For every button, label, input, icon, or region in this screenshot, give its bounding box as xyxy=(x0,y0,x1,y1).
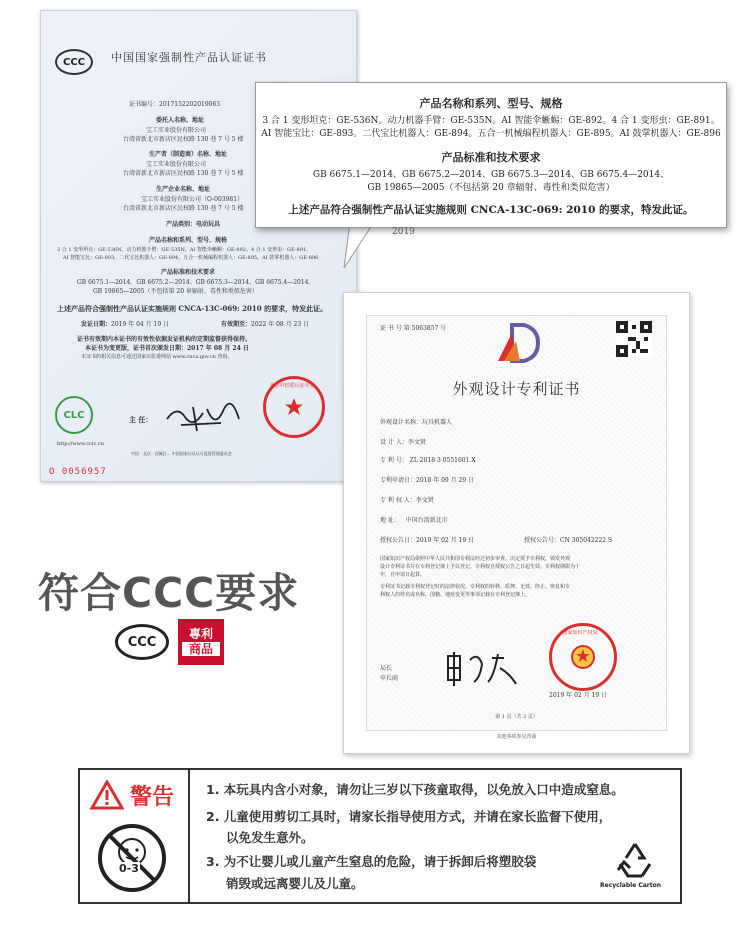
design-name xyxy=(380,417,452,426)
conclusion: 上述产品符合强制性产品认证实施规则 CNCA-13C-069: 2010 的要求，特发此证。 xyxy=(57,304,328,313)
factory-label: 生产企业名称、地址 xyxy=(156,186,211,193)
warning-box xyxy=(78,768,682,904)
cnipa-logo-icon xyxy=(494,321,542,365)
valid-label: 有效期至： xyxy=(221,321,252,328)
callout-standard-heading: 产品标准和技术要求 xyxy=(441,151,541,165)
stamp-text: 北京中轻联认证中心 xyxy=(269,383,315,389)
standard-line2: GB 19865—2005（不包括第 20 章辐射、毒性和类似危害） xyxy=(93,288,258,295)
filing-date xyxy=(380,475,474,484)
cert-no-label: 证书编号： xyxy=(129,101,160,108)
manufacturer-label: 生产者（制造商）名称、地址 xyxy=(149,151,228,158)
note-3: 本证书的相关信息可通过国家认监委网站 www.cnca.gov.cn 查询。 xyxy=(81,354,233,360)
warning-triangle-icon xyxy=(90,780,124,810)
clc-logo-text: CLC xyxy=(63,409,85,421)
issue-value: 2019 年 04 月 19 日 xyxy=(111,321,170,328)
note-1: 证书有效期内本证书的有效性依据发证机构的定期监督获得保持。 xyxy=(77,336,252,343)
patent-director-label: 局长 xyxy=(380,665,393,672)
patent-page: 第 1 页（共 2 页） xyxy=(495,714,538,720)
ccc-compliance-heading: 符合CCC要求 xyxy=(38,569,300,617)
applicant-label: 委托人名称、地址 xyxy=(156,117,205,124)
ccc-logo xyxy=(55,49,93,75)
design-name-label: 外观设计名称： xyxy=(380,419,423,426)
ccc-logo-text: CCC xyxy=(62,56,86,68)
patent-owner xyxy=(380,495,434,504)
patent-signature xyxy=(444,648,524,688)
patent-cert-no xyxy=(380,323,446,332)
product-line2: AI 智能宝比：GE-893。二代宝比机器人：GE-894。五合一机械编程机器人：GE-895。AI 鼓掌机器人：GE-896 xyxy=(63,255,319,261)
ccc-certificate xyxy=(40,10,357,482)
cert-footer: 中国 · 北京 · 西城区... 中国国家认证认可监督管理委员会 xyxy=(131,451,232,456)
product-category: 产品类别：电动玩具 xyxy=(166,221,221,228)
director-label: 主 任： xyxy=(129,415,153,424)
warning-item-1: 1. 本玩具内含小对象，请勿让三岁以下孩童取得，以免放入口中造成窒息。 xyxy=(206,782,624,797)
website: http://www.ccic.cn xyxy=(57,441,104,447)
callout-standard-line2: GB 19865—2005（不包括第 20 章辐射、毒性和类似危害） xyxy=(367,183,615,194)
issue-date xyxy=(81,321,169,329)
patent-no-value: ZL 2018 3 0551601.X xyxy=(409,457,476,464)
patent-badge-line2: 商品 xyxy=(182,642,220,656)
issue-label: 发证日期： xyxy=(81,321,112,328)
patent-no xyxy=(380,455,476,464)
recycle-icon xyxy=(614,840,656,880)
director-signature xyxy=(163,399,243,435)
applicant-name: 宝工实业股份有限公司 xyxy=(146,127,207,134)
auth-no xyxy=(524,535,612,544)
age-label: 0-3 xyxy=(119,862,139,875)
patent-no-label: 专 利 号： xyxy=(380,457,408,464)
applicant-addr: 台湾省新北市新店区民权路 130 巷 7 号 5 楼 xyxy=(123,136,244,143)
patent-certificate xyxy=(343,292,690,754)
warning-item-3-cont: 销毁或远离婴儿及儿童。 xyxy=(226,876,364,891)
designer-label: 设 计 人： xyxy=(380,439,408,446)
callout-standard-line1: GB 6675.1—2014、GB 6675.2—2014、GB 6675.3—2014、GB 6675.4—2014、 xyxy=(312,170,670,181)
manufacturer-name: 宝工实业股份有限公司 xyxy=(146,161,207,168)
recycle-label: Recyclable Carton xyxy=(600,882,662,889)
ccc-badge xyxy=(115,624,169,660)
warning-divider xyxy=(188,770,190,902)
callout-product-line1: 3 合 1 变形坦克：GE-536N。动力机器手臂：GE-535N。AI 智能伞蜥蜴：GE-892。4 合 1 变形虫：GE-891。 xyxy=(262,116,720,126)
ccc-cert-title: 中国国家强制性产品认证证书 xyxy=(111,51,267,64)
patent-body-4: 专利证书记载专利权登记时的法律状况。专利权的转移、质押、无效、终止、恢复和专 xyxy=(380,584,571,590)
patent-body-5: 利权人的姓名或名称、国籍、地址变更等事项记载在专利登记簿上。 xyxy=(380,592,531,598)
national-emblem-icon xyxy=(570,644,596,670)
valid-value: 2022 年 08 月 23 日 xyxy=(251,321,310,328)
patent-director-name: 申长雨 xyxy=(380,675,399,682)
manufacturer-addr: 台湾省新北市新店区民权路 130 巷 7 号 5 楼 xyxy=(123,170,244,177)
patent-badge-line1: 專利 xyxy=(188,626,213,641)
warning-label: 警告 xyxy=(130,785,175,810)
seal-date: 2019 年 02 月 19 日 xyxy=(549,692,608,699)
filing-value: 2018 年 09 月 29 日 xyxy=(416,477,475,484)
ccc-badge-text: CCC xyxy=(127,634,157,650)
seal-text: 国家知识产权局 xyxy=(562,630,598,636)
factory-addr: 台湾省新北市新店区民权路 130 巷 7 号 5 楼 xyxy=(123,205,244,212)
callout-conclusion: 上述产品符合强制性产品认证实施规则 CNCA-13C-069: 2010 的要求，特发此证。 xyxy=(288,204,694,217)
clc-logo xyxy=(55,396,93,434)
serial-value: 0056957 xyxy=(61,467,107,477)
serial-number: O 0056957 xyxy=(49,467,107,477)
patent-body-3: 年，自申请日起算。 xyxy=(380,572,426,578)
auth-no-label: 授权公告号： xyxy=(524,537,561,544)
cert-no xyxy=(129,101,220,109)
factory-name: 宝工实业股份有限公司（O-003981） xyxy=(141,196,244,203)
auth-no-value: CN 305042222 S xyxy=(560,537,613,544)
warning-item-2: 2. 儿童使用剪切工具时，请家长指导使用方式，并请在家长监督下使用， xyxy=(206,809,612,824)
cert-no-value: 2017152202019063 xyxy=(159,101,221,108)
designer xyxy=(380,437,426,446)
standard-heading: 产品标准和技术要求 xyxy=(161,269,216,276)
callout-product-line2: AI 智能宝比：GE-893。二代宝比机器人：GE-894。五合一机械编程机器人：GE-895。AI 鼓掌机器人：GE-896 xyxy=(261,129,721,140)
owner-value: 李文贤 xyxy=(415,497,434,504)
product-heading: 产品名称和系列、型号、规格 xyxy=(149,237,228,244)
patent-body-2: 设计专利证书并在专利登记簿上予以登记。专利权自授权公告之日起生效。专利权期限为十 xyxy=(380,564,581,570)
designer-value: 李文贤 xyxy=(407,439,426,446)
patent-product-badge xyxy=(178,619,224,665)
callout-zoom xyxy=(255,82,727,228)
patent-cert-no-label: 证 书 号 第 xyxy=(380,325,410,332)
qr-code-icon xyxy=(616,321,652,357)
callout-peek-text: 2019 xyxy=(392,227,415,237)
warning-item-3: 3. 为不让婴儿或儿童产生窒息的危险，请于拆卸后将塑胶袋 xyxy=(206,854,537,869)
no-children-0-3-icon xyxy=(96,822,168,894)
address-value: 中国台湾新北市 xyxy=(405,517,448,524)
callout-pointer xyxy=(330,222,390,272)
owner-label: 专 利 权 人： xyxy=(380,497,416,504)
patent-address xyxy=(380,515,448,524)
callout-product-heading: 产品名称和系列、型号、规格 xyxy=(419,97,563,110)
auth-date xyxy=(380,535,474,544)
warning-item-2-cont: 以免发生意外。 xyxy=(226,830,314,845)
auth-date-label: 授权公告日： xyxy=(380,537,417,544)
star-icon xyxy=(284,397,304,417)
auth-date-value: 2019 年 02 月 19 日 xyxy=(416,537,475,544)
product-line1: 3 合 1 变形坦克：GE-536N。动力机器手臂：GE-535N。AI 智能伞蜥蜴：GE-892。4 合 1 变形虫：GE-891。 xyxy=(57,247,312,253)
patent-body-1: 国家知识产权局依照中华人民共和国专利法经过初步审查，决定授予专利权，颁发外观 xyxy=(380,556,571,562)
filing-label: 专利申请日： xyxy=(380,477,417,484)
patent-title: 外观设计专利证书 xyxy=(452,380,581,398)
valid-date xyxy=(221,321,309,329)
note-2: 本证书为变更版，证书首次颁发日期：2017 年 08 月 24 日 xyxy=(85,345,249,352)
design-name-value: 玩具机器人 xyxy=(422,419,453,426)
patent-cert-no-value: 5063857 号 xyxy=(411,325,447,332)
address-label: 地 址： xyxy=(380,517,400,524)
standard-line1: GB 6675.1—2014、GB 6675.2—2014、GB 6675.3—2014、GB 6675.4—2014、 xyxy=(77,279,315,286)
patent-footer: 其他事项参见背面 xyxy=(496,734,537,740)
